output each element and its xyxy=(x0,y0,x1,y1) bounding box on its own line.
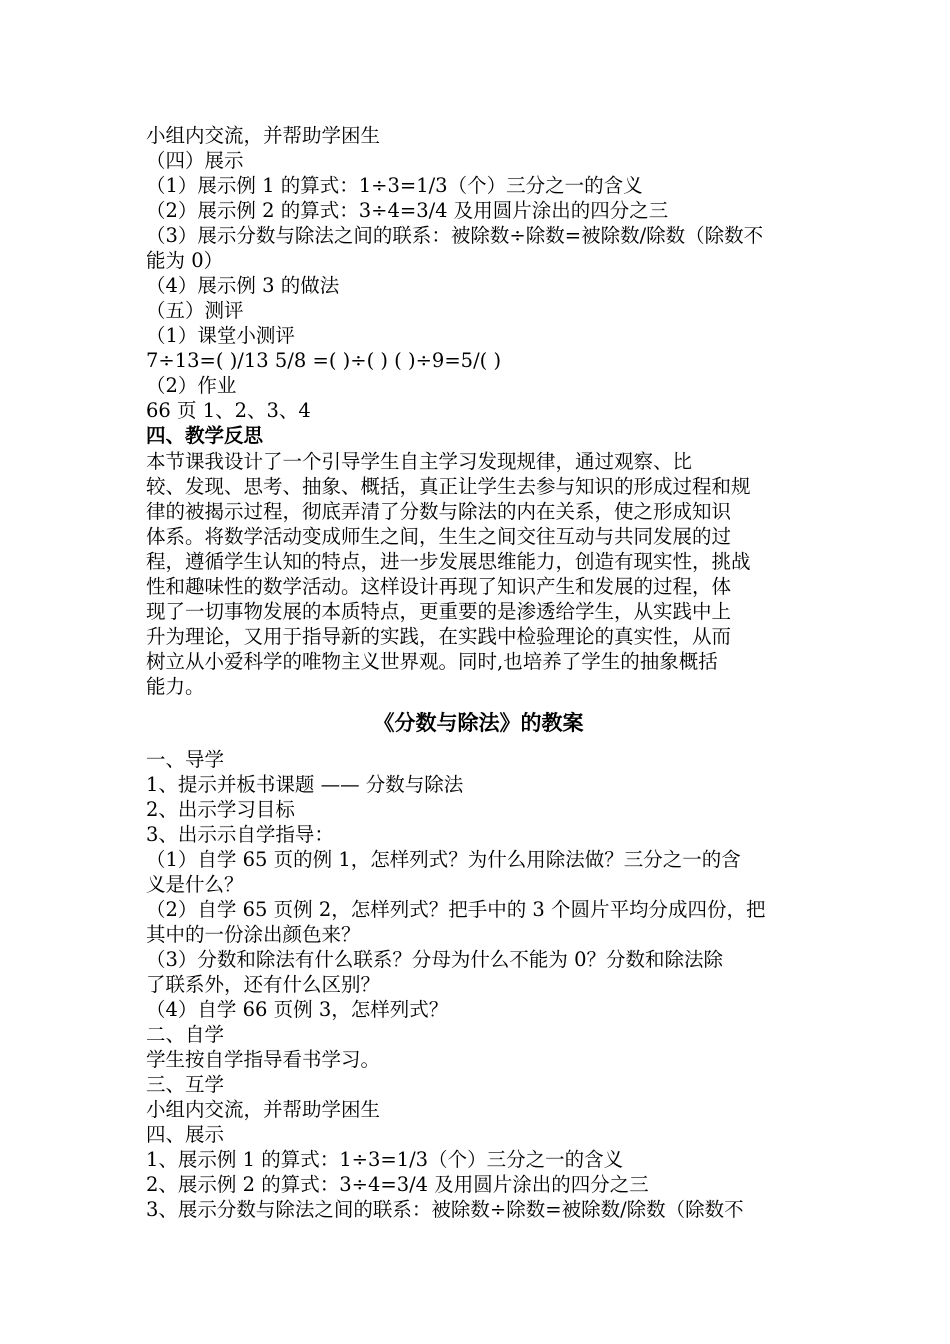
lesson-show-item-3: 3、展示分数与除法之间的联系：被除数÷除数=被除数/除数（除数不 xyxy=(146,1198,744,1221)
question-2-line-2: 其中的一份涂出颜色来？ xyxy=(146,923,361,946)
reflection-line: 能力。 xyxy=(146,675,205,698)
question-3-line-1: （3）分数和除法有什么联系？分母为什么不能为 0？分数和除法除 xyxy=(146,948,724,971)
reflection-line: 程，遵循学生认知的特点，进一步发展思维能力，创造有现实性，挑战 xyxy=(146,550,751,573)
question-3-line-2: 了联系外，还有什么区别？ xyxy=(146,973,381,996)
mutual-study-text: 小组内交流，并帮助学困生 xyxy=(146,1098,381,1121)
reflection-line: 现了一切事物发展的本质特点，更重要的是渗透给学生，从实践中上 xyxy=(146,600,732,623)
question-2-line-1: （2）自学 65 页例 2，怎样列式？把手中的 3 个圆片平均分成四份，把 xyxy=(146,898,766,921)
question-1-line-1: （1）自学 65 页的例 1，怎样列式？为什么用除法做？三分之一的含 xyxy=(146,848,741,871)
guide-item-1: 1、提示并板书课题 —— 分数与除法 xyxy=(146,773,464,796)
reflection-line: 较、发现、思考、抽象、概括，真正让学生去参与知识的形成过程和规 xyxy=(146,475,751,498)
show-item-1: （1）展示例 1 的算式：1÷3=1/3（个）三分之一的含义 xyxy=(146,174,643,197)
reflection-line: 升为理论，又用于指导新的实践，在实践中检验理论的真实性，从而 xyxy=(146,625,732,648)
lesson-plan-title: 《分数与除法》的教案 xyxy=(373,710,584,735)
show-item-4: （4）展示例 3 的做法 xyxy=(146,274,340,297)
show-item-3-line-2: 能为 0） xyxy=(146,249,224,272)
self-study-heading: 二、自学 xyxy=(146,1023,225,1046)
heading-test: （五）测评 xyxy=(146,299,244,322)
lesson-show-item-2: 2、展示例 2 的算式：3÷4=3/4 及用圆片涂出的四分之三 xyxy=(146,1173,649,1196)
question-1-line-2: 义是什么？ xyxy=(146,873,244,896)
group-exchange-text: 小组内交流，并帮助学困生 xyxy=(146,124,381,147)
mutual-study-heading: 三、互学 xyxy=(146,1073,225,1096)
reflection-heading: 四、教学反思 xyxy=(146,424,264,447)
show-item-3-line-1: （3）展示分数与除法之间的联系：被除数÷除数=被除数/除数（除数不 xyxy=(146,224,764,247)
question-4: （4）自学 66 页例 3，怎样列式？ xyxy=(146,998,449,1021)
reflection-line: 树立从小爱科学的唯物主义世界观。同时,也培养了学生的抽象概括 xyxy=(146,650,718,673)
reflection-line: 律的被揭示过程，彻底弄清了分数与除法的内在关系，使之形成知识 xyxy=(146,500,732,523)
test-item-1: （1）课堂小测评 xyxy=(146,324,295,347)
homework-text: 66 页 1、2、3、4 xyxy=(146,399,311,422)
test-item-2: （2）作业 xyxy=(146,374,237,397)
lesson-show-item-1: 1、展示例 1 的算式：1÷3=1/3（个）三分之一的含义 xyxy=(146,1148,624,1171)
self-study-text: 学生按自学指导看书学习。 xyxy=(146,1048,381,1071)
reflection-line: 本节课我设计了一个引导学生自主学习发现规律，通过观察、比 xyxy=(146,450,693,473)
reflection-line: 性和趣味性的数学活动。这样设计再现了知识产生和发展的过程，体 xyxy=(146,575,732,598)
show-heading: 四、展示 xyxy=(146,1123,225,1146)
guide-item-2: 2、出示学习目标 xyxy=(146,798,295,821)
guide-heading: 一、导学 xyxy=(146,748,225,771)
guide-item-3: 3、出示示自学指导： xyxy=(146,823,334,846)
show-item-2: （2）展示例 2 的算式：3÷4=3/4 及用圆片涂出的四分之三 xyxy=(146,199,669,222)
test-exercise: 7÷13=( )/13 5/8 =( )÷( ) ( )÷9=5/( ) xyxy=(146,349,502,372)
reflection-line: 体系。将数学活动变成师生之间，生生之间交往互动与共同发展的过 xyxy=(146,525,732,548)
heading-show: （四）展示 xyxy=(146,149,244,172)
